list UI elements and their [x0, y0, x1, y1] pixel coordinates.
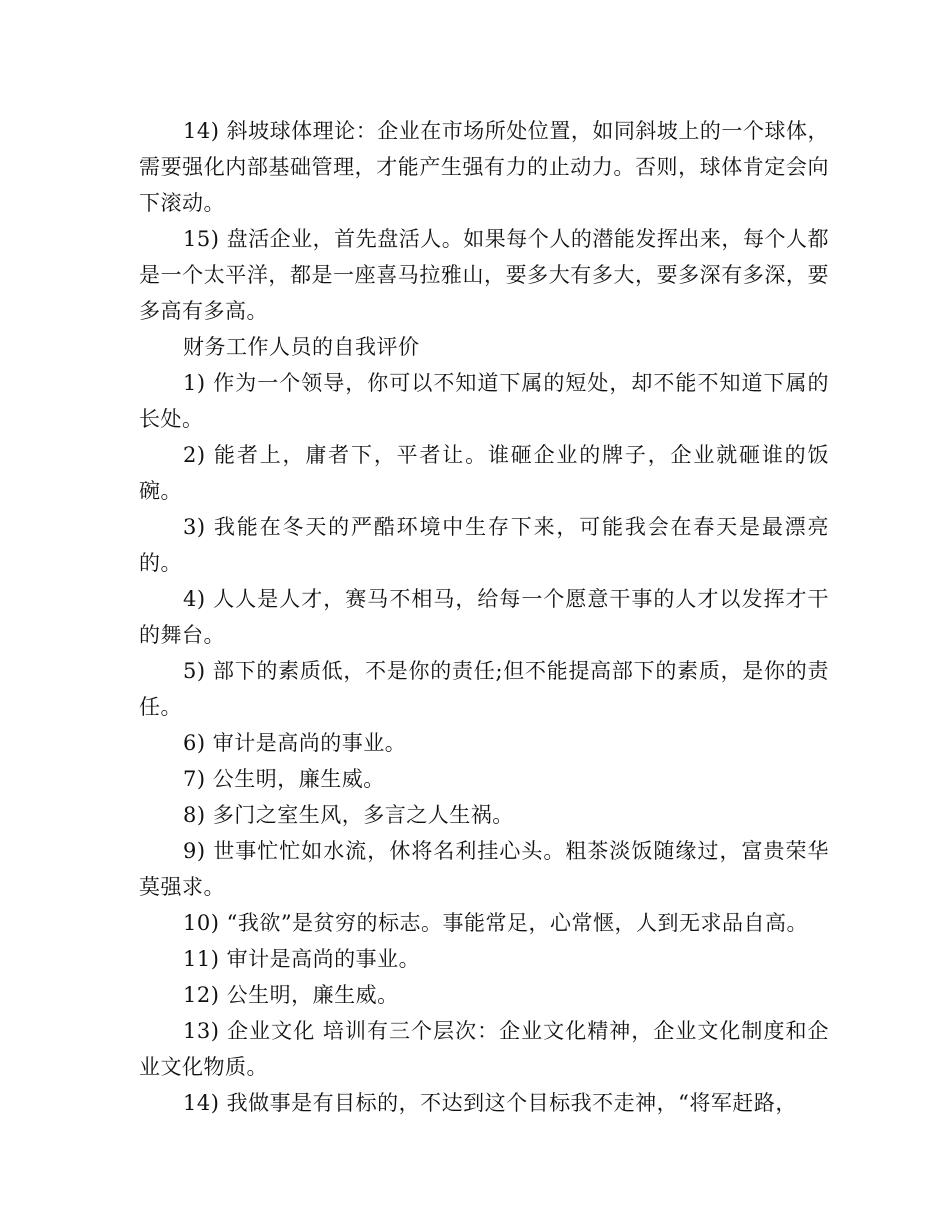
- paragraph-slope-ball-theory: 14) 斜坡球体理论：企业在市场所处位置，如同斜坡上的一个球体，需要强化内部基础管理，才能产生强有力的止动力。否则，球体肯定会向下滚动。: [139, 119, 829, 215]
- paragraph-item-8: 8) 多门之室生风，多言之人生祸。: [183, 803, 514, 827]
- paragraph-item-5: 5) 部下的素质低，不是你的责任;但不能提高部下的素质，是你的责任。: [139, 659, 829, 719]
- paragraph-item-10: 10) “我欲”是贫穷的标志。事能常足，心常惬，人到无求品自高。: [183, 911, 809, 935]
- paragraph-item-2: 2) 能者上，庸者下，平者让。谁砸企业的牌子，企业就砸谁的饭碗。: [139, 443, 829, 503]
- section-heading: 财务工作人员的自我评价: [183, 335, 420, 359]
- paragraph-item-13: 13) 企业文化 培训有三个层次：企业文化精神，企业文化制度和企业文化物质。: [139, 1019, 829, 1079]
- paragraph-item-4: 4) 人人是人才，赛马不相马，给每一个愿意干事的人才以发挥才干的舞台。: [139, 587, 829, 647]
- paragraph-item-9: 9) 世事忙忙如水流，休将名利挂心头。粗茶淡饭随缘过，富贵荣华莫强求。: [139, 839, 829, 899]
- paragraph-item-3: 3) 我能在冬天的严酷环境中生存下来，可能我会在春天是最漂亮的。: [139, 515, 829, 575]
- paragraph-item-1: 1) 作为一个领导，你可以不知道下属的短处，却不能不知道下属的长处。: [139, 371, 829, 431]
- paragraph-item-12: 12) 公生明，廉生威。: [183, 983, 399, 1007]
- paragraph-item-6: 6) 审计是高尚的事业。: [183, 731, 407, 755]
- paragraph-item-14: 14) 我做事是有目标的，不达到这个目标我不走神，“将军赶路，: [183, 1091, 797, 1115]
- paragraph-item-7: 7) 公生明，廉生威。: [183, 767, 385, 791]
- document-body: [139, 113, 829, 1121]
- paragraph-item-11: 11) 审计是高尚的事业。: [183, 947, 421, 971]
- paragraph-revitalize-people: 15) 盘活企业，首先盘活人。如果每个人的潜能发挥出来，每个人都是一个太平洋，都是一座喜马拉雅山，要多大有多大，要多深有多深，要多高有多高。: [139, 227, 829, 323]
